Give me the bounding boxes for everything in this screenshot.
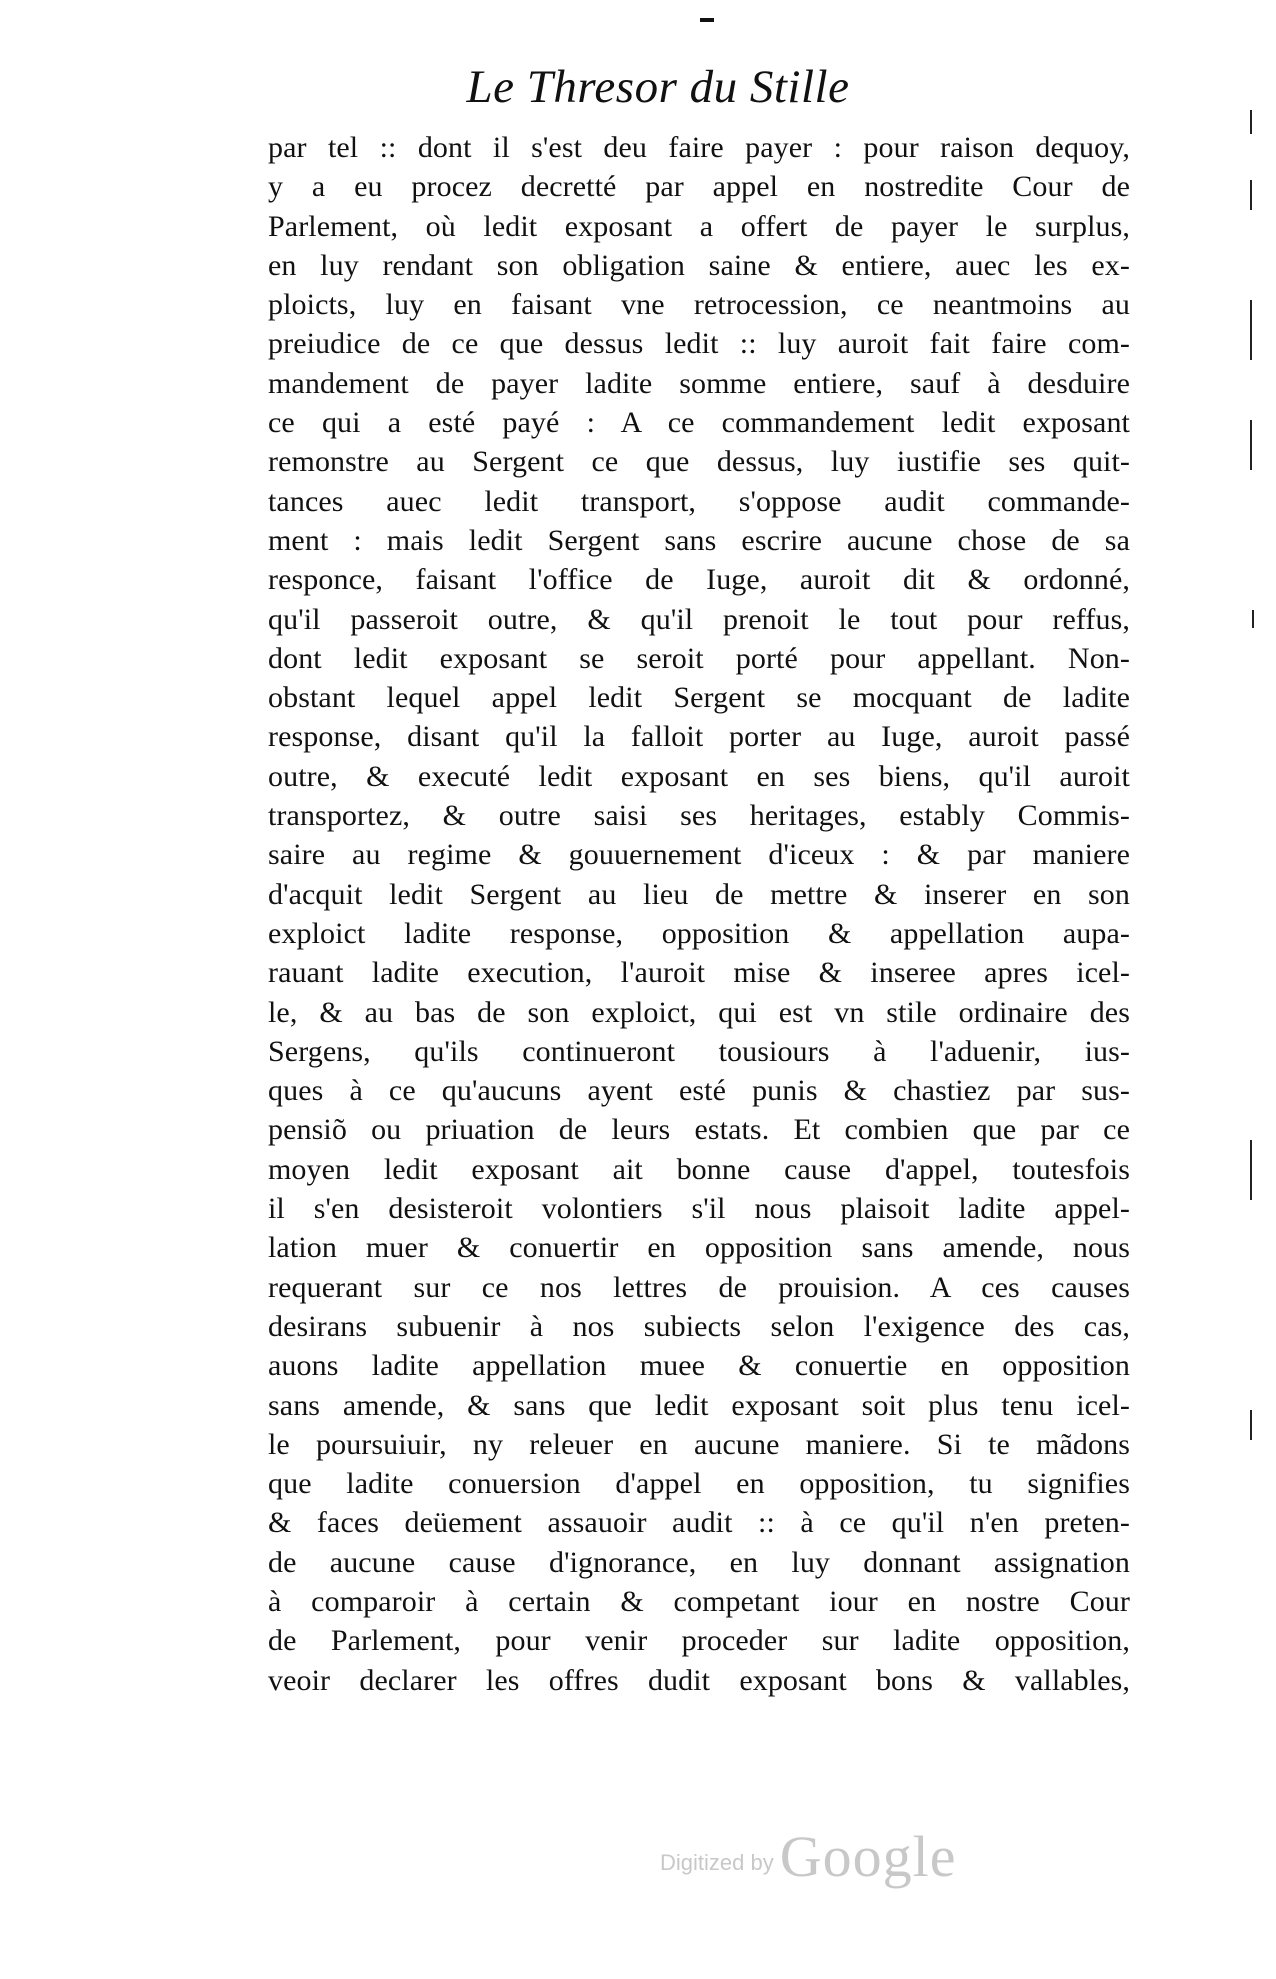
text-line: le poursuiuir, ny releuer en aucune maniere. Si te mãdons [268,1427,1130,1461]
text-line: que ladite conuersion d'appel en opposition, tu signifies [268,1467,1130,1501]
text-line: qu'il passeroit outre, & qu'il prenoit le tout pour reffus, [268,602,1130,636]
text-line: lation muer & conuertir en opposition sans amende, nous [268,1231,1130,1265]
body-text [268,128,1130,1700]
text-line: remonstre au Sergent ce que dessus, luy iustifie ses quit- [268,445,1130,479]
text-line: d'acquit ledit Sergent au lieu de mettre & inserer en son [268,877,1130,911]
text-line: responce, faisant l'office de Iuge, auroit dit & ordonné, [268,563,1130,597]
text-line: ques à ce qu'aucuns ayent esté punis & chastiez par sus- [268,1074,1130,1108]
digitized-watermark [660,1810,956,1890]
running-head: Le Thresor du Stille [466,61,850,113]
top-printer-mark [700,18,714,22]
text-line: Sergens, qu'ils continueront tousiours à l'aduenir, ius- [268,1034,1130,1068]
text-line: preiudice de ce que dessus ledit :: luy auroit fait faire com- [268,327,1130,361]
margin-mark [1250,1410,1252,1440]
text-line: rauant ladite execution, l'auroit mise & inseree apres icel- [268,956,1130,990]
watermark-prefix: Digitized by [660,1850,774,1875]
text-line: & faces deüement assauoir audit :: à ce qu'il n'en preten- [268,1506,1130,1540]
text-line: pensiõ ou priuation de leurs estats. Et combien que par ce [268,1113,1130,1147]
text-line: veoir declarer les offres dudit exposant bons & vallables, [268,1663,1130,1697]
text-line: Parlement, où ledit exposant a offert de payer le surplus, [268,209,1130,243]
margin-mark [1250,300,1252,360]
watermark-brand: Google [779,1824,957,1889]
text-line: ce qui a esté payé : A ce commandement ledit exposant [268,406,1130,440]
text-line: auons ladite appellation muee & conuertie en opposition [268,1349,1130,1383]
text-line: requerant sur ce nos lettres de prouision. A ces causes [268,1270,1130,1304]
text-line: par tel :: dont il s'est deu faire payer : pour raison dequoy, [268,131,1130,164]
text-line: en luy rendant son obligation saine & entiere, auec les ex- [268,248,1130,282]
text-line: de Parlement, pour venir proceder sur ladite opposition, [268,1624,1130,1658]
text-line: tances auec ledit transport, s'oppose audit commande- [268,484,1130,518]
text-line: mandement de payer ladite somme entiere, sauf à desduire [268,366,1130,400]
margin-mark [1252,610,1254,628]
margin-mark [1250,1140,1252,1200]
text-line: dont ledit exposant se seroit porté pour appellant. Non- [268,641,1130,675]
text-line: ment : mais ledit Sergent sans escrire aucune chose de sa [268,523,1130,557]
text-line: outre, & executé ledit exposant en ses biens, qu'il auroit [268,759,1130,793]
text-line: exploict ladite response, opposition & appellation aupa- [268,916,1130,950]
text-line: à comparoir à certain & competant iour en nostre Cour [268,1584,1130,1618]
text-line: de aucune cause d'ignorance, en luy donnant assignation [268,1545,1130,1579]
text-line: il s'en desisteroit volontiers s'il nous plaisoit ladite appel- [268,1192,1130,1226]
text-line: saire au regime & gouuernement d'iceux : & par maniere [268,838,1130,872]
text-line: sans amende, & sans que ledit exposant soit plus tenu icel- [268,1388,1130,1422]
margin-mark [1250,180,1252,210]
text-line: desirans subuenir à nos subiects selon l'exigence des cas, [268,1309,1130,1343]
margin-mark [1250,110,1252,134]
text-line: ploicts, luy en faisant vne retrocession, ce neantmoins au [268,288,1130,322]
text-line: transportez, & outre saisi ses heritages, estably Commis- [268,799,1130,833]
text-line: response, disant qu'il la falloit porter au Iuge, auroit passé [268,720,1130,754]
margin-mark [1250,420,1252,470]
text-line: le, & au bas de son exploict, qui est vn stile ordinaire des [268,995,1130,1029]
text-line: obstant lequel appel ledit Sergent se mocquant de ladite [268,681,1130,715]
text-line: moyen ledit exposant ait bonne cause d'appel, toutesfois [268,1152,1130,1186]
text-line: y a eu procez decretté par appel en nostredite Cour de [268,170,1130,204]
